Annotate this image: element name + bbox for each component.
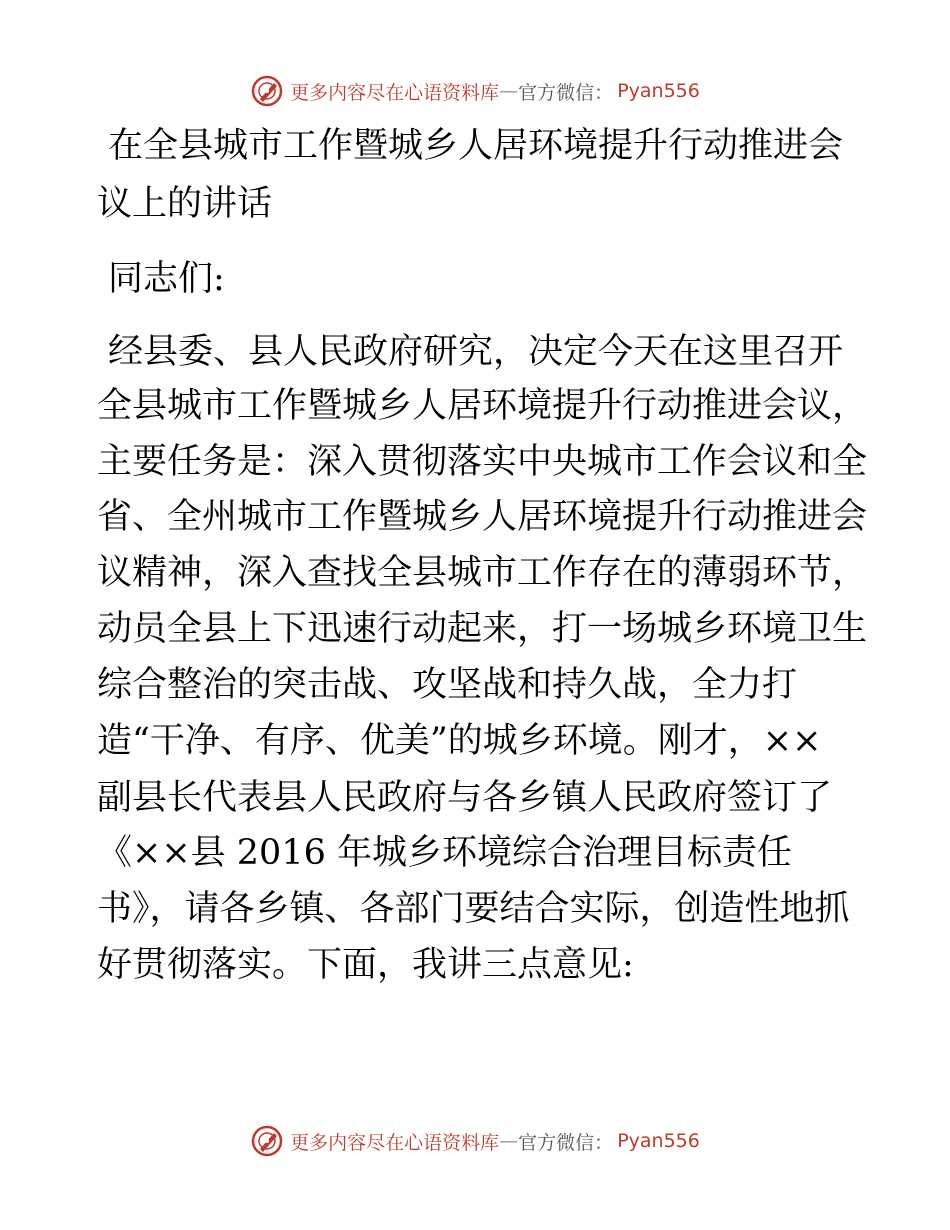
document-title-line-2: 议上的讲话: [97, 184, 273, 224]
body-line: 全县城市工作暨城乡人居环境提升行动推进会议，: [97, 386, 868, 426]
body-line: 主要任务是：深入贯彻落实中央城市工作会议和全: [97, 442, 868, 482]
watermark-dash: —: [499, 1130, 519, 1152]
body-line: 好贯彻落实。下面，我讲三点意见:: [97, 945, 634, 985]
watermark-footer: [0, 1121, 950, 1161]
watermark-wechat-id: Pyan556: [617, 1130, 700, 1152]
body-line: 经县委、县人民政府研究，决定今天在这里召开: [108, 332, 844, 372]
body-line: 议精神，深入查找全县城市工作存在的薄弱环节，: [97, 553, 868, 593]
watermark-dash: —: [499, 80, 519, 102]
body-line: 动员全县上下迅速行动起来，打一场城乡环境卫生: [97, 609, 868, 649]
body-line: 《××县 2016 年城乡环境综合治理目标责任: [97, 833, 792, 873]
pen-nib-logo-icon: [250, 74, 284, 108]
body-line: 省、全州城市工作暨城乡人居环境提升行动推进会: [97, 497, 868, 537]
salutation: 同志们:: [108, 259, 225, 299]
watermark-wechat-id: Pyan556: [617, 80, 700, 102]
document-title-line-1: 在全县城市工作暨城乡人居环境提升行动推进会: [108, 126, 844, 166]
watermark-main-text: 更多内容尽在心语资料库: [290, 81, 500, 104]
pen-nib-logo-icon: [250, 1124, 284, 1158]
watermark-label: 官方微信：: [518, 81, 614, 104]
watermark-label: 官方微信：: [518, 1131, 614, 1154]
watermark-main-text: 更多内容尽在心语资料库: [290, 1131, 500, 1154]
watermark-header: [0, 71, 950, 111]
body-line: 造“干净、有序、优美”的城乡环境。刚才，××: [97, 721, 822, 761]
body-line: 书》，请各乡镇、各部门要结合实际，创造性地抓: [97, 889, 850, 929]
body-line: 综合整治的突击战、攻坚战和持久战，全力打: [97, 665, 798, 705]
body-line: 副县长代表县人民政府与各乡镇人民政府签订了: [97, 778, 833, 818]
